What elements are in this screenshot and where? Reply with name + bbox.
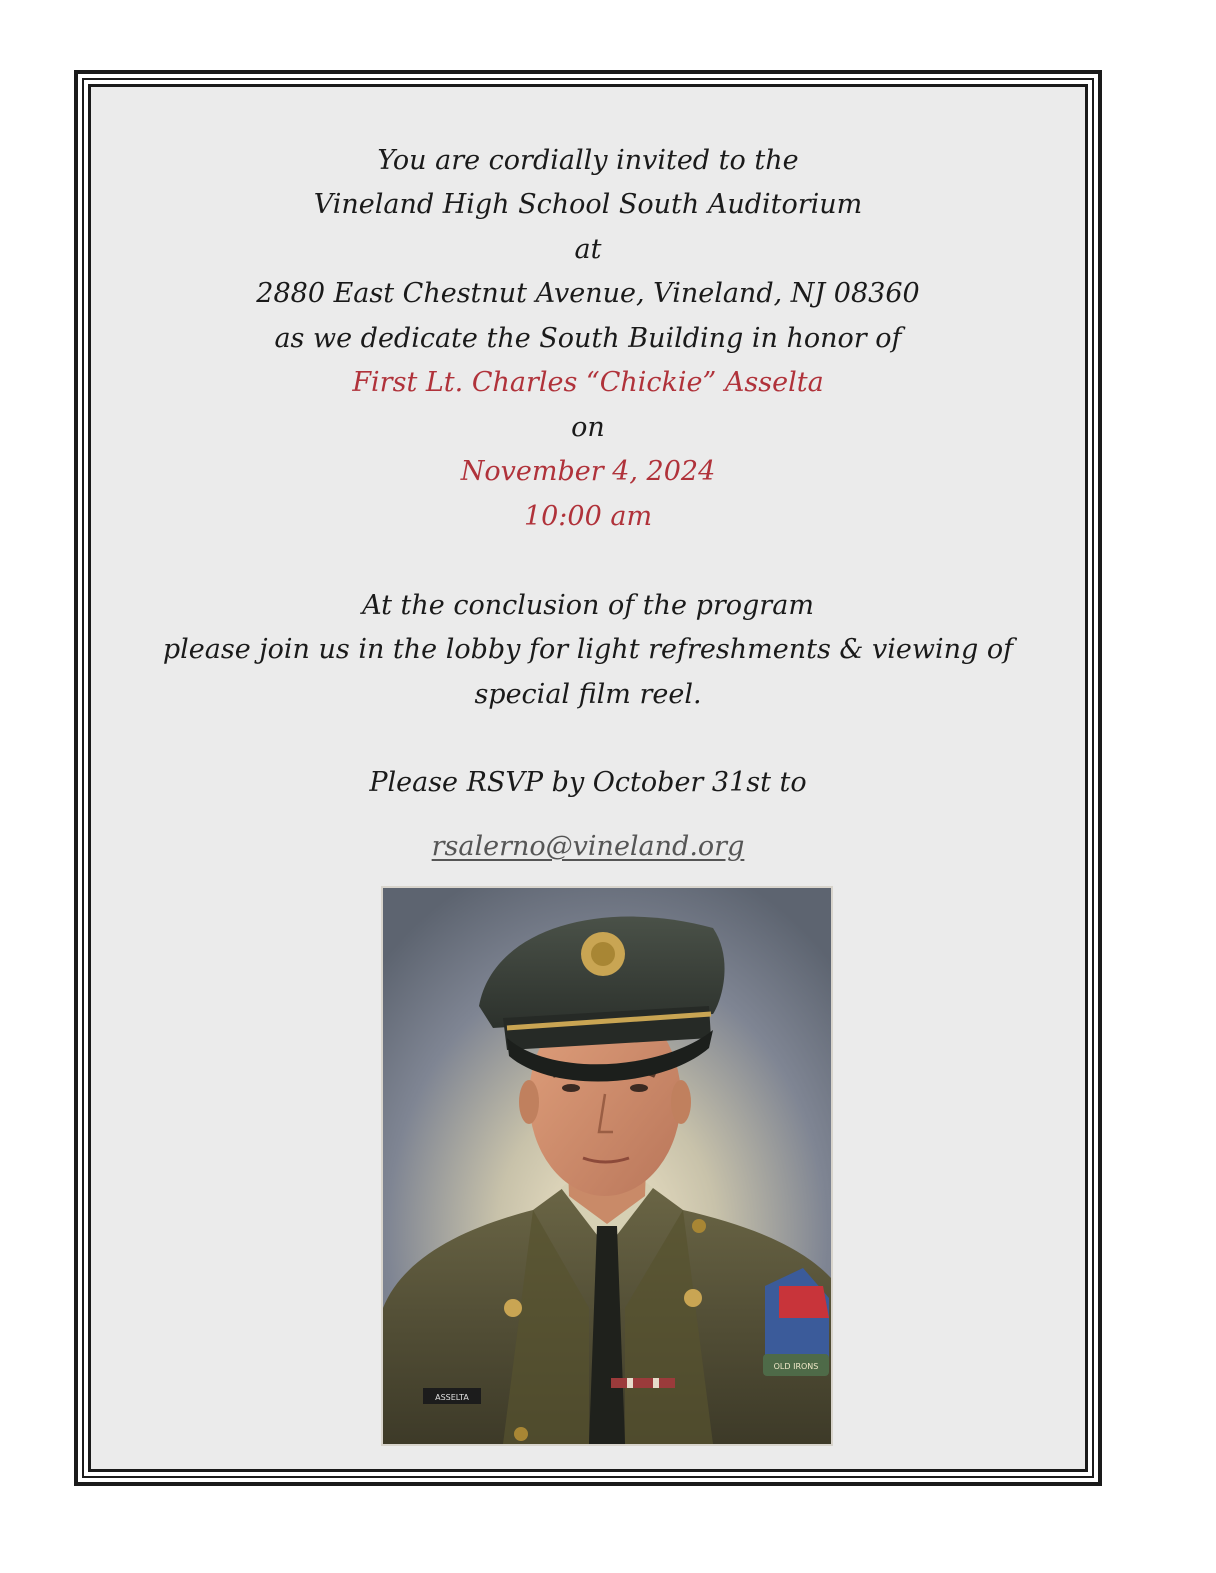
portrait-image (383, 888, 831, 1444)
invitation-line-1: You are cordially invited to the (377, 145, 799, 176)
conclusion-line-3: special film reel. (474, 679, 702, 710)
svg-text:OLD IRONS: OLD IRONS (773, 1362, 819, 1371)
conclusion-line-2: please join us in the lobby for light refreshments & viewing of (162, 634, 1014, 665)
rsvp-email-link[interactable]: rsalerno@vineland.org (431, 831, 745, 862)
officer-portrait (381, 886, 833, 1446)
conclusion-line-1: At the conclusion of the program (362, 590, 814, 621)
event-date: November 4, 2024 (460, 456, 716, 487)
event-time: 10:00 am (523, 501, 653, 532)
venue-name: Vineland High School South Auditorium (313, 189, 863, 220)
rsvp-email-row (91, 833, 1085, 860)
rsvp-text: Please RSVP by October 31st to (369, 767, 807, 798)
invitation-line-on: on (571, 412, 605, 443)
honoree-name: First Lt. Charles “Chickie” Asselta (352, 367, 824, 398)
svg-text:ASSELTA: ASSELTA (435, 1393, 469, 1402)
invitation-line-at: at (574, 234, 602, 265)
dedication-line: as we dedicate the South Building in honor of (274, 323, 902, 354)
invitation-card (88, 84, 1088, 1472)
venue-address: 2880 East Chestnut Avenue, Vineland, NJ 08360 (256, 278, 920, 309)
page-border-middle (82, 78, 1094, 1478)
page-border (74, 70, 1102, 1486)
